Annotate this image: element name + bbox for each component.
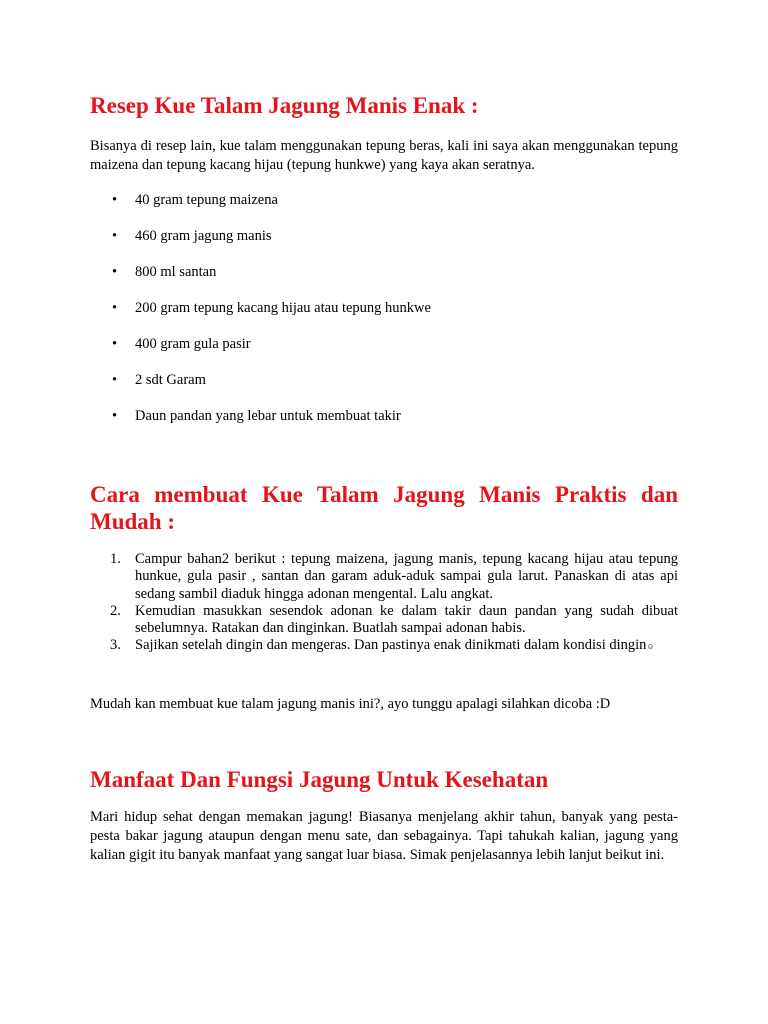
bullet-icon: • — [112, 372, 118, 388]
list-item — [90, 371, 678, 390]
bullet-icon: • — [112, 228, 118, 244]
benefits-heading: Manfaat Dan Fungsi Jagung Untuk Kesehatan — [90, 767, 549, 792]
closing-paragraph: Mudah kan membuat kue talam jagung manis ini?, ayo tunggu apalagi silahkan dicoba :D — [90, 696, 611, 712]
list-item — [90, 603, 678, 638]
list-item — [90, 191, 678, 210]
bullet-icon: • — [112, 408, 118, 424]
ingredient-text: Daun pandan yang lebar untuk membuat takir — [135, 408, 401, 424]
bullet-icon: • — [112, 300, 118, 316]
recipe-heading: Resep Kue Talam Jagung Manis Enak : — [90, 93, 479, 118]
ingredient-text: 200 gram tepung kacang hijau atau tepung hunkwe — [135, 300, 431, 316]
ingredient-text: 2 sdt Garam — [135, 372, 206, 388]
smiley-icon: ☺ — [646, 642, 655, 652]
bullet-icon: • — [112, 336, 118, 352]
list-item — [90, 227, 678, 246]
benefits-paragraph: Mari hidup sehat dengan memakan jagung! Biasanya menjelang akhir tahun, banyak yang pesta-pesta bakar jagung ataupun dengan menu sate, dan sebagainya. Tapi tahukah kalian, jagung yang kalian gigit itu banyak manfaat yang sangat luar biasa. Simak penjelasannya lebih lanjut beikut ini. — [90, 809, 678, 863]
step-text: Kemudian masukkan sesendok adonan ke dalam takir daun pandan yang sudah dibuat sebelumnya. Ratakan dan dinginkan. Buatlah sampai adonan habis. — [135, 602, 678, 637]
list-item — [90, 407, 678, 426]
method-heading: Cara membuat Kue Talam Jagung Manis Praktis dan Mudah : — [90, 482, 678, 534]
list-item — [90, 263, 678, 282]
step-text: Sajikan setelah dingin dan mengeras. Dan pastinya enak dinikmati dalam kondisi dingin — [135, 637, 647, 654]
recipe-intro-paragraph: Bisanya di resep lain, kue talam menggunakan tepung beras, kali ini saya akan menggunakan tepung maizena dan tepung kacang hijau (tepung hunkwe) yang kaya akan seratnya. — [90, 138, 678, 173]
list-item — [90, 335, 678, 354]
step-number: 3. — [110, 637, 121, 654]
ingredient-text: 40 gram tepung maizena — [135, 192, 278, 208]
bullet-icon: • — [112, 192, 118, 208]
list-item — [90, 637, 678, 655]
list-item — [90, 299, 678, 318]
ingredient-list — [90, 191, 678, 443]
ingredient-text: 400 gram gula pasir — [135, 336, 251, 352]
step-number: 1. — [110, 551, 121, 567]
ingredient-text: 800 ml santan — [135, 264, 217, 280]
method-steps-list — [90, 551, 678, 656]
step-text: Campur bahan2 berikut : tepung maizena, jagung manis, tepung kacang hijau atau tepung hunkue, gula pasir , santan dan garam aduk-aduk sampai gula larut. Panaskan di atas api sedang sambil diaduk hingga adonan mengental. Lalu angkat. — [135, 551, 678, 602]
list-item — [90, 551, 678, 603]
ingredient-text: 460 gram jagung manis — [135, 228, 272, 244]
step-number: 2. — [110, 602, 121, 619]
bullet-icon: • — [112, 264, 118, 280]
